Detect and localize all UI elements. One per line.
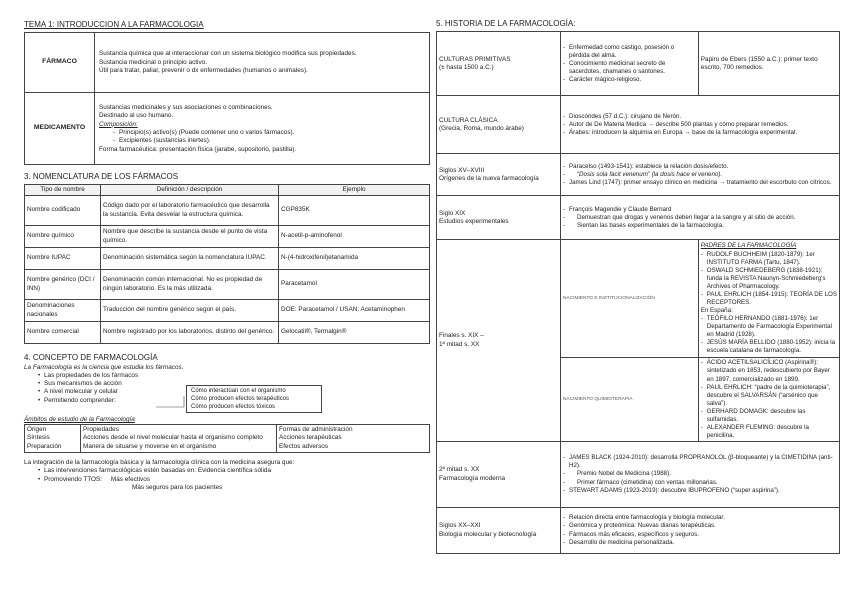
nomenclature-title: 3. NOMENCLATURA DE LOS FÁRMACOS [24, 172, 179, 182]
event-item: - James Lind (1747): primer ensayo clínico en medicina → tratamiento del escorbuto con cítricos. [563, 179, 837, 187]
table-row [437, 96, 840, 154]
medicamento-line: Destinado al uso humano. [99, 112, 174, 120]
ambito-item: Acciones desde el nivel molecular hasta el organismo completo [83, 434, 263, 442]
era-sub: Estudios experimentales [439, 217, 509, 225]
medicamento-term: MEDICAMENTO [25, 93, 95, 165]
source-cell: Papiro de Ebers (1550 a.C.): primer texto escrito, 700 remedios. [698, 32, 839, 96]
table-row [437, 196, 840, 240]
events-cell [561, 196, 840, 240]
tipo-cell: Nombre IUPAC [25, 248, 101, 270]
era-sub: 1ª mitad s. XX [439, 340, 480, 348]
box-line: Cómo interactúan con el organismo [191, 387, 286, 394]
ambito-item: Síntesis [27, 434, 50, 442]
def-cell: Nombre que describe la sustancia desde el punto de vista químico. [101, 226, 279, 248]
def-cell: Denominación sistemática según la nomenclatura IUPAC. [101, 248, 279, 270]
col-header: Tipo de nombre [25, 184, 101, 195]
subperiod-label: NACIMIENTO E INSTITUCIONALIZACIÓN [561, 240, 699, 358]
ambitos-title: Ámbitos de estudio de la Farmacología [24, 415, 135, 423]
integration-item: • Las intervenciones farmacológicas estén basadas en: Evidencia científica sólida [38, 467, 430, 475]
table-row [437, 442, 840, 508]
event-item: - Desarrollo de medicina personalizada. [563, 539, 837, 547]
ej-cell: N-(4-hidroxifenil)etanamida [279, 248, 430, 270]
table-row [437, 154, 840, 196]
medicamento-line: Sustancias medicinales y sus asociaciones o combinaciones. [99, 103, 273, 111]
table-row [25, 270, 430, 300]
era-name: Finales s. XIX – [439, 332, 484, 340]
ambito-item: Propiedades [83, 426, 119, 434]
event-heading: PADRES DE LA FARMACOLOGÍA [700, 242, 797, 250]
event-item: - ALEXANDER FLEMING: descubre la penicilina. [701, 424, 837, 440]
era-cell [437, 508, 561, 554]
event-item: - PAUL EHRLICH: “padre de la quimioterapia”, descubre el SALVARSÁN (“arsénico que salva”). [701, 384, 837, 408]
ej-cell: Gelocatil®, Termalgin® [279, 322, 430, 344]
arrow-icon [156, 394, 186, 410]
table-row [437, 32, 840, 96]
event-item: - STEWART ADAMS (1923-2019): descubre IBUPROFENO (“super aspirina”). [563, 487, 837, 495]
event-item: - OSWALD SCHMIEDEBERG (1838-1921): funda la REVISTA Naunyn-Schmiedeberg's Archives of Pharmacology. [701, 267, 837, 291]
table-row [25, 226, 430, 248]
ambito-item: Origen [27, 426, 47, 434]
concept-block [24, 372, 430, 416]
ej-cell: CGP835K [279, 196, 430, 226]
event-item: - Sientan las bases experimentales de la farmacología. [563, 222, 837, 230]
events-cell [561, 96, 840, 154]
tipo-cell: Nombre químico [25, 226, 101, 248]
subperiod-label: NACIMIENTO QUIMIOTERAPIA [561, 358, 699, 442]
tipo-cell: Nombre codificado [25, 196, 101, 226]
era-name: CULTURAS PRIMITIVAS [439, 55, 511, 63]
event-item: - PAUL EHRLICH (1854-1915): TEORÍA DE LOS RECEPTORES. [701, 291, 837, 307]
era-name: CULTURA CLÁSICA [439, 116, 498, 124]
ttos-item: Más seguros para los pacientes [132, 484, 223, 492]
event-item: - Primer fármaco (cimetidina) con ventas millonarias. [563, 479, 837, 487]
event-item: - ÁCIDO ACETILSALICÍLICO (Aspirina®): sintetizado en 1853, redescubierto por Bayer en 1897, comercializado en 1899. [701, 359, 837, 383]
event-item: - Paracelso (1493-1541): establece la relación dosis/efecto. [563, 163, 837, 171]
era-cell [437, 196, 561, 240]
event-item: - Autor de De Materia Medica → describe 500 plantas y cómo preparar remedios. [563, 121, 837, 129]
era-sub: Biología molecular y biotecnología [439, 530, 537, 538]
event-item: - Fármacos más eficaces, específicos y seguros. [563, 531, 837, 539]
event-item: - TEÓFILO HERNANDO (1881-1976): 1er Departamento de Farmacología Experimental en Madrid (1928). [701, 315, 837, 339]
era-cell [437, 442, 561, 508]
table-row [437, 508, 840, 554]
era-name: 2ª mitad s. XX [439, 466, 480, 474]
tipo-cell: Nombre genérico (DCI / INN) [25, 270, 101, 300]
event-item: - GERHARD DOMAGK: descubre las sulfamidas. [701, 408, 837, 424]
concept-title: 4. CONCEPTO DE FARMACOLOGÍA [24, 353, 158, 363]
era-name: Siglo XIX [439, 209, 466, 217]
events-cell [561, 154, 840, 196]
def-cell: Denominación común internacional. No es propiedad de ningún laboratorio. Es la más utilizada. [101, 270, 279, 300]
ej-cell: Paracetamol [279, 270, 430, 300]
concept-item: • Permitiendo comprender: [38, 397, 430, 405]
era-cell [437, 240, 561, 442]
ttos-item: Más efectivos [110, 475, 150, 483]
ej-cell: DOE: Paracetamol / USAN: Acetaminophen [279, 300, 430, 322]
box-line: Cómo producen efectos tóxicos [191, 404, 276, 411]
events-cell [561, 32, 699, 96]
history-table [436, 31, 840, 554]
table-row [25, 322, 430, 344]
ttos-label: Promoviendo TTOS: [44, 475, 103, 483]
event-heading: En España: [700, 306, 733, 314]
concept-item: • Las propiedades de los fármacos [38, 372, 430, 380]
concept-intro: La Farmacología es la ciencia que estudia los fármacos. [24, 363, 184, 371]
table-row [25, 248, 430, 270]
ambitos-table [24, 424, 430, 453]
ambitos-col1 [25, 425, 81, 453]
ambito-item: Acciones terapéuticas [279, 434, 342, 442]
event-item: - Premio Nobel de Medicina (1988). [563, 470, 837, 478]
ambitos-col3 [277, 425, 430, 453]
composicion-label: Composición: [99, 120, 138, 128]
right-column [436, 0, 840, 554]
col-header: Ejemplo [279, 184, 430, 195]
farmaco-definition [95, 33, 430, 93]
event-item: - Enfermedad como castigo, posesión o pérdida del alma. [563, 44, 696, 60]
col-header: Definición / descripción [101, 184, 279, 195]
def-cell: Código dado por el laboratorio farmacéutico que desarrolla la sustancia. Evita desvelar la estructura química. [101, 196, 279, 226]
farmaco-term: FÁRMACO [25, 33, 95, 93]
integration-text: La integración de la farmacología básica y la farmacología clínica con la medicina asegura que: [24, 459, 295, 467]
forma-farmaceutica: Forma farmacéutica: presentación física (jarabe, supositorio, pastilla). [99, 145, 297, 153]
tipo-cell: Nombre comercial [25, 322, 101, 344]
era-sub: (± hasta 1500 a.C.) [439, 63, 494, 71]
era-cell [437, 96, 561, 154]
concept-item: • Sus mecanismos de acción [38, 380, 430, 388]
event-item: - François Magendie y Claude Bernard [563, 206, 837, 214]
nomenclature-table [24, 184, 430, 344]
event-item: - JAMES BLACK (1924-2010): desarrolla PROPRANOLOL (β-bloqueante) y la CIMETIDINA (anti-H2). [563, 454, 837, 470]
definitions-table [24, 32, 430, 165]
comprender-box [186, 385, 322, 413]
era-name: Siglos XV–XVIII [439, 166, 485, 174]
ambito-item: Manera de situarse y moverse en el organismo [83, 442, 217, 450]
event-item: - Carácter mágico-religioso. [563, 76, 696, 84]
event-item: - Genómica y proteómica: Nuevas dianas terapéuticas. [563, 522, 837, 530]
history-title: 5. HISTORIA DE LA FARMACOLOGÍA: [436, 19, 576, 28]
farmaco-line: Sustancia medicinal o principio activo. [99, 58, 207, 66]
event-item: - JESÚS MARÍA BELLIDO (1880-1952): inicia la escuela catalana de farmacología. [701, 339, 837, 355]
topic-title: TEMA 1: INTRODUCCION A LA FARMACOLOGIA [24, 20, 204, 29]
era-cell [437, 32, 561, 96]
concept-item: • A nivel molecular y celular [38, 388, 430, 396]
event-item: - Relación directa entre farmacología y biología molecular. [563, 514, 837, 522]
era-cell [437, 154, 561, 196]
def-cell: Traducción del nombre genérico según el país. [101, 300, 279, 322]
integration-item [38, 476, 430, 484]
ambito-item: Preparación [27, 442, 62, 450]
era-sub: Farmacología moderna [439, 474, 506, 482]
medicamento-row [25, 93, 430, 165]
table-row [437, 240, 840, 358]
tipo-cell: Denominaciones nacionales [25, 300, 101, 322]
era-sub: Orígenes de la nueva farmacología [439, 174, 539, 182]
table-row [25, 300, 430, 322]
events-cell [698, 240, 839, 358]
events-cell [698, 358, 839, 442]
def-cell: Nombre registrado por los laboratorios, distinto del genérico. [101, 322, 279, 344]
era-name: Siglos XX–XXI [439, 522, 481, 530]
ej-cell: N-acetil-p-aminofenol [279, 226, 430, 248]
medicamento-definition [95, 93, 430, 165]
composicion-item: - Excipientes (sustancias inertes). [113, 137, 425, 145]
farmaco-row [25, 33, 430, 93]
farmaco-line: Útil para tratar, paliar, prevenir o dx enfermedades (humanos o animales). [99, 67, 308, 75]
ambitos-col2 [81, 425, 277, 453]
composicion-item: - Principio(s) activo(s) (Puede contener uno o varios fármacos). [113, 129, 425, 137]
event-item: - RUDOLF BUCHHEIM (1820-1879): 1er INSTITUTO FARMA (Tartu, 1847). [701, 251, 837, 267]
ambito-item: Formas de administración [279, 426, 353, 434]
event-item: - “Dosis sola facit venenum” (la dosis hace el veneno). [563, 171, 837, 179]
farmaco-line: Sustancia química que al interaccionar con un sistema biológico modifica sus propiedades. [99, 50, 357, 58]
events-cell [561, 508, 840, 554]
era-sub: (Grecia, Roma, mundo árabe) [439, 124, 524, 132]
events-cell [561, 442, 840, 508]
table-row [25, 196, 430, 226]
event-item: - Dioscórides (57 d.C.): cirujano de Nerón. [563, 113, 837, 121]
event-item: - Árabes: introducen la alquimia en Europa → base de la farmacología experimental. [563, 129, 837, 137]
event-item: - Demuestran que drogas y venenos deben llegar a la sangre y al sitio de acción. [563, 214, 837, 222]
event-item: - Conocimiento medicinal secreto de sacerdotes, chamanes o santones. [563, 60, 696, 76]
ambito-item: Efectos adversos [279, 442, 329, 450]
left-column [24, 0, 430, 492]
box-line: Cómo producen efectos terapéuticos [191, 395, 290, 402]
